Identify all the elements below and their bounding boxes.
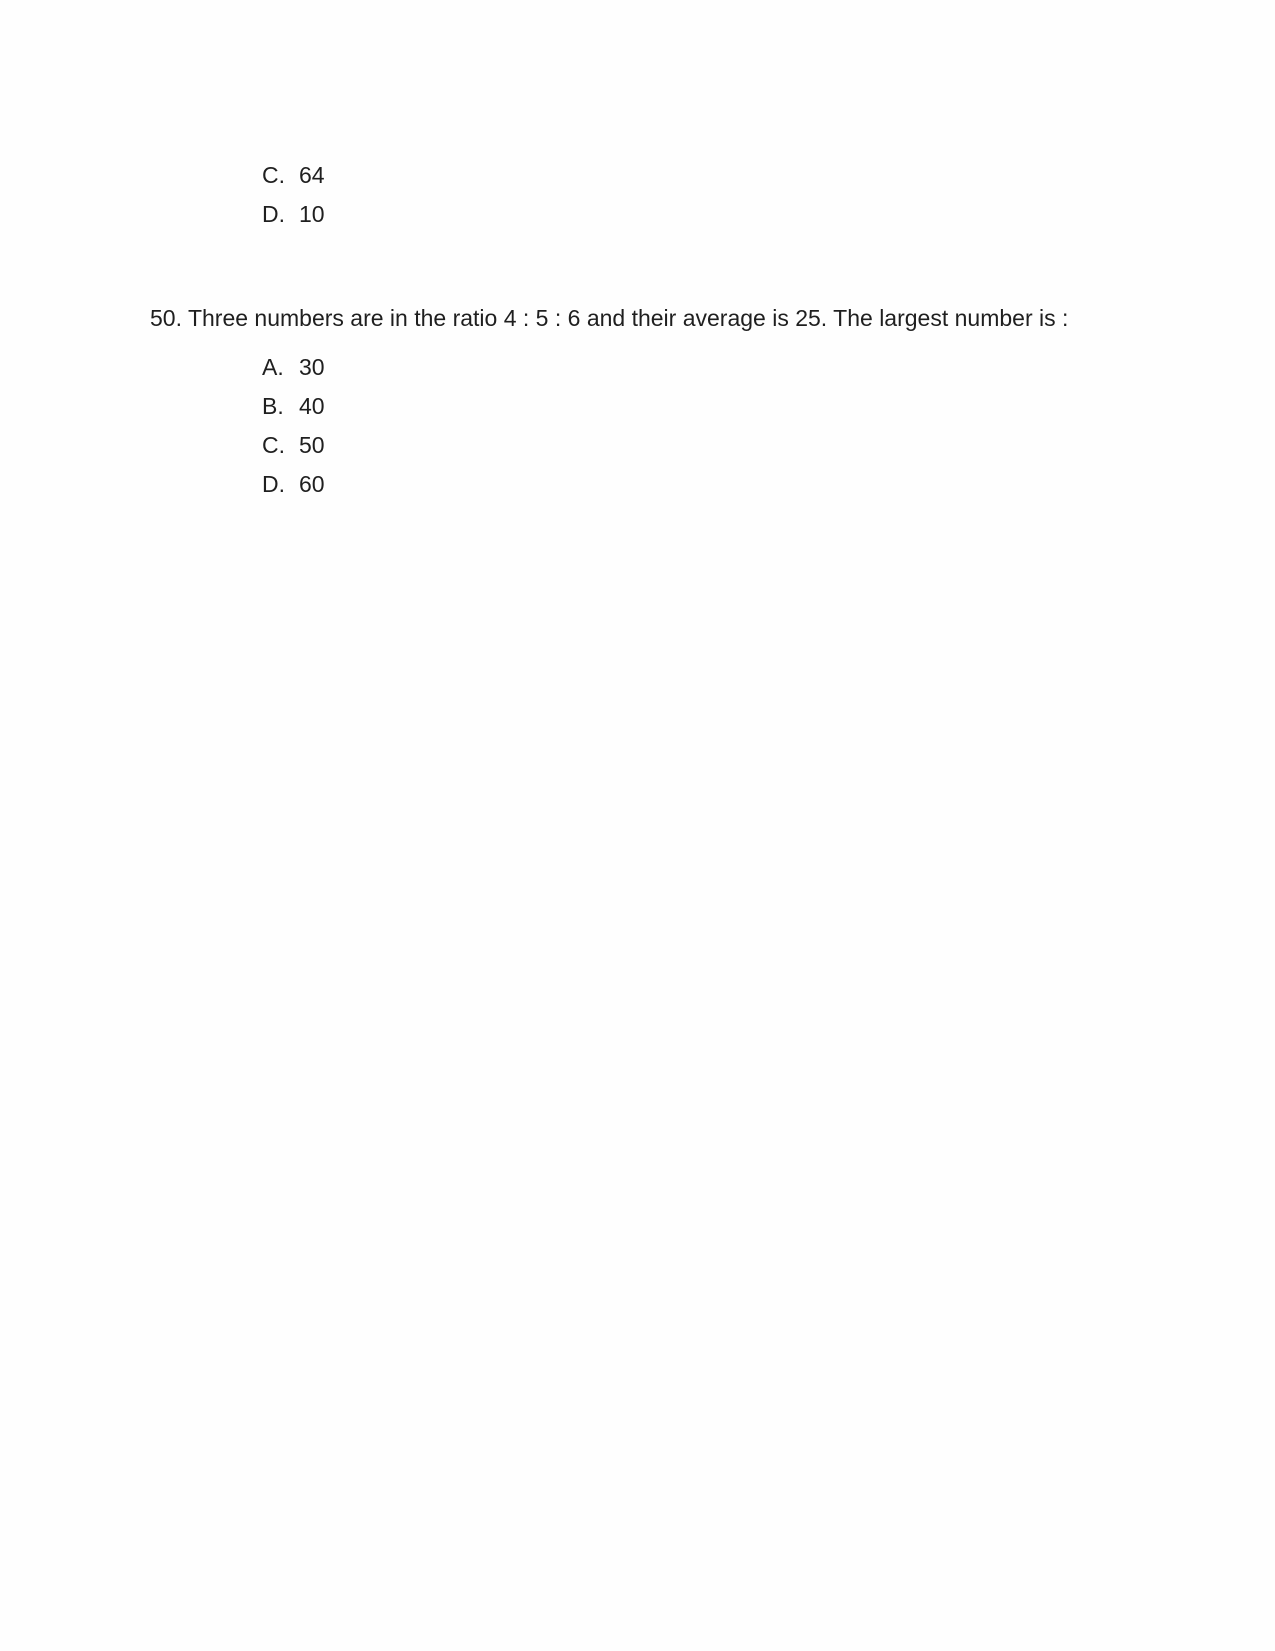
option-letter: C. bbox=[262, 432, 285, 458]
option-d-prev bbox=[262, 199, 325, 229]
option-value: 30 bbox=[299, 354, 325, 380]
option-value: 10 bbox=[299, 201, 325, 227]
option-c-prev bbox=[262, 160, 325, 190]
option-letter: D. bbox=[262, 471, 285, 497]
option-value: 64 bbox=[299, 162, 325, 188]
option-value: 50 bbox=[299, 432, 325, 458]
option-b bbox=[262, 391, 325, 421]
question-50-text: 50. Three numbers are in the ratio 4 : 5 : 6 and their average is 25. The largest number is : bbox=[150, 305, 1069, 331]
option-letter: B. bbox=[262, 393, 284, 419]
option-letter: C. bbox=[262, 162, 285, 188]
option-letter: D. bbox=[262, 201, 285, 227]
option-value: 40 bbox=[299, 393, 325, 419]
option-a bbox=[262, 352, 325, 382]
option-d bbox=[262, 469, 325, 499]
option-value: 60 bbox=[299, 471, 325, 497]
option-c bbox=[262, 430, 325, 460]
option-letter: A. bbox=[262, 354, 284, 380]
